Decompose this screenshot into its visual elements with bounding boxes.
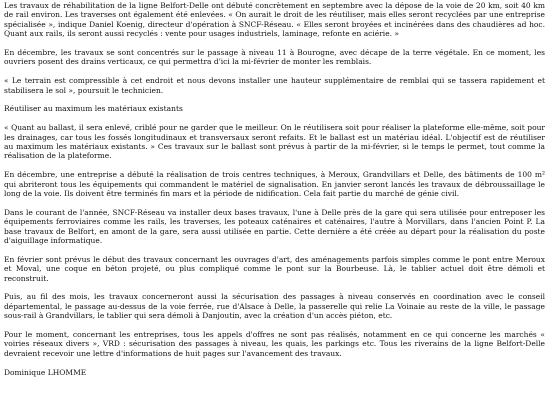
paragraph-bourogne: En décembre, les travaux se sont concentrés sur le passage à niveau 11 à Bourogne, avec décape de la terre végétale. En ce moment, les ouvriers posent des drains verticaux, ce qui permettra d'ici la mi-février de monter les remblais. bbox=[4, 48, 545, 67]
author-signature: Dominique LHOMME bbox=[4, 367, 87, 377]
paragraph-depose-voie: Les travaux de réhabilitation de la ligne Belfort-Delle ont débuté concrètement en septembre avec la dépose de la voie de 20 km, soit 40 km de rail environ. Les traverses ont également été enlevées. « On aurait le droit de les réutiliser, mais elles seront recyclées par une entreprise spécialisée », indique Daniel Koenig, directeur d'opération à SNCF-Réseau. « Elles seront broyées et incinérées dans des chaudières ad hoc. Quant aux rails, ils seront aussi recyclés : vente pour usages industriels, laminage, refonte en aciérie. » bbox=[4, 1, 545, 39]
paragraph-bases-travaux: Dans le courant de l'année, SNCF-Réseau va installer deux bases travaux, l'une à Delle près de la gare qui sera utilisée pour entreposer les équipements ferroviaires comme les rails, les traverses, les poteaux caténaires et caténaires, l'autre à Morvillars, dans l'ancien Point P. La base travaux de Belfort, en amont de la gare, sera aussi utilisée en partie. Cette dernière a été créée au départ pour la réalisation du poste d'aiguillage informatique. bbox=[4, 207, 545, 246]
paragraph-passages-niveau: Puis, au fil des mois, les travaux concerneront aussi la sécurisation des passages à niveau conservés en coordination avec le conseil départemental, le passage au-dessus de la voie ferrée, rue d'Alsace à Delle, la passerelle qui relie La Voinaie au reste de la ville, le passage sous-rail à Grandvillars, le tablier qui sera démoli à Danjoutin, avec la création d'un accès piéton, etc. bbox=[4, 292, 545, 321]
paragraph-ballast: « Quant au ballast, il sera enlevé, criblé pour ne garder que le meilleur. On le réutilisera soit pour réaliser la plateforme elle-même, soit pour les drainages, car tous les fossés longitudinaux et transversaux seront refaits. Et le ballast est un matériau idéal. L'objectif est de réutiliser au maximum les matériaux existants. » Ces travaux sur le ballast sont prévus à partir de la mi-février, si le temps le permet, tout comme la réalisation de la plateforme. bbox=[4, 123, 545, 161]
paragraph-appels-offres: Pour le moment, concernant les entreprises, tous les appels d'offres ne sont pas réalisés, notamment en ce qui concerne les marchés « voiries réseaux divers », VRD : sécurisation des passages à niveau, les quais, les parkings etc. Tous les riverains de la ligne Belfort-Delle devraient recevoir une lettre d'informations de huit pages sur l'avancement des travaux. bbox=[4, 330, 545, 358]
paragraph-ouvrages-art: En février sont prévus le début des travaux concernant les ouvrages d'art, des aménagements parfois simples comme le pont entre Meroux et Moval, une coque en béton projeté, ou plus compliqué comme le pont sur la Bourbeuse. Là, le tablier actuel doit être démoli et reconstruit. bbox=[4, 254, 545, 283]
paragraph-centres-techniques: En décembre, une entreprise a débuté la réalisation de trois centres techniques, à Meroux, Grandvillars et Delle, des bâtiments de 100 m² qui abriteront tous les équipements qui commandent le matériel de signalisation. En janvier seront lancés les travaux de débroussaillage le long de la voie. Ils doivent être terminés fin mars et la période de nidification. Cela fait partie du marché de génie civil. bbox=[4, 170, 545, 199]
section-subheading: Réutiliser au maximum les matériaux existants bbox=[4, 104, 183, 114]
paragraph-terrain-quote: « Le terrain est compressible à cet endroit et nous devons installer une hauteur supplémentaire de remblai qui se tassera rapidement et stabilisera le sol », poursuit le technicien. bbox=[4, 76, 545, 95]
